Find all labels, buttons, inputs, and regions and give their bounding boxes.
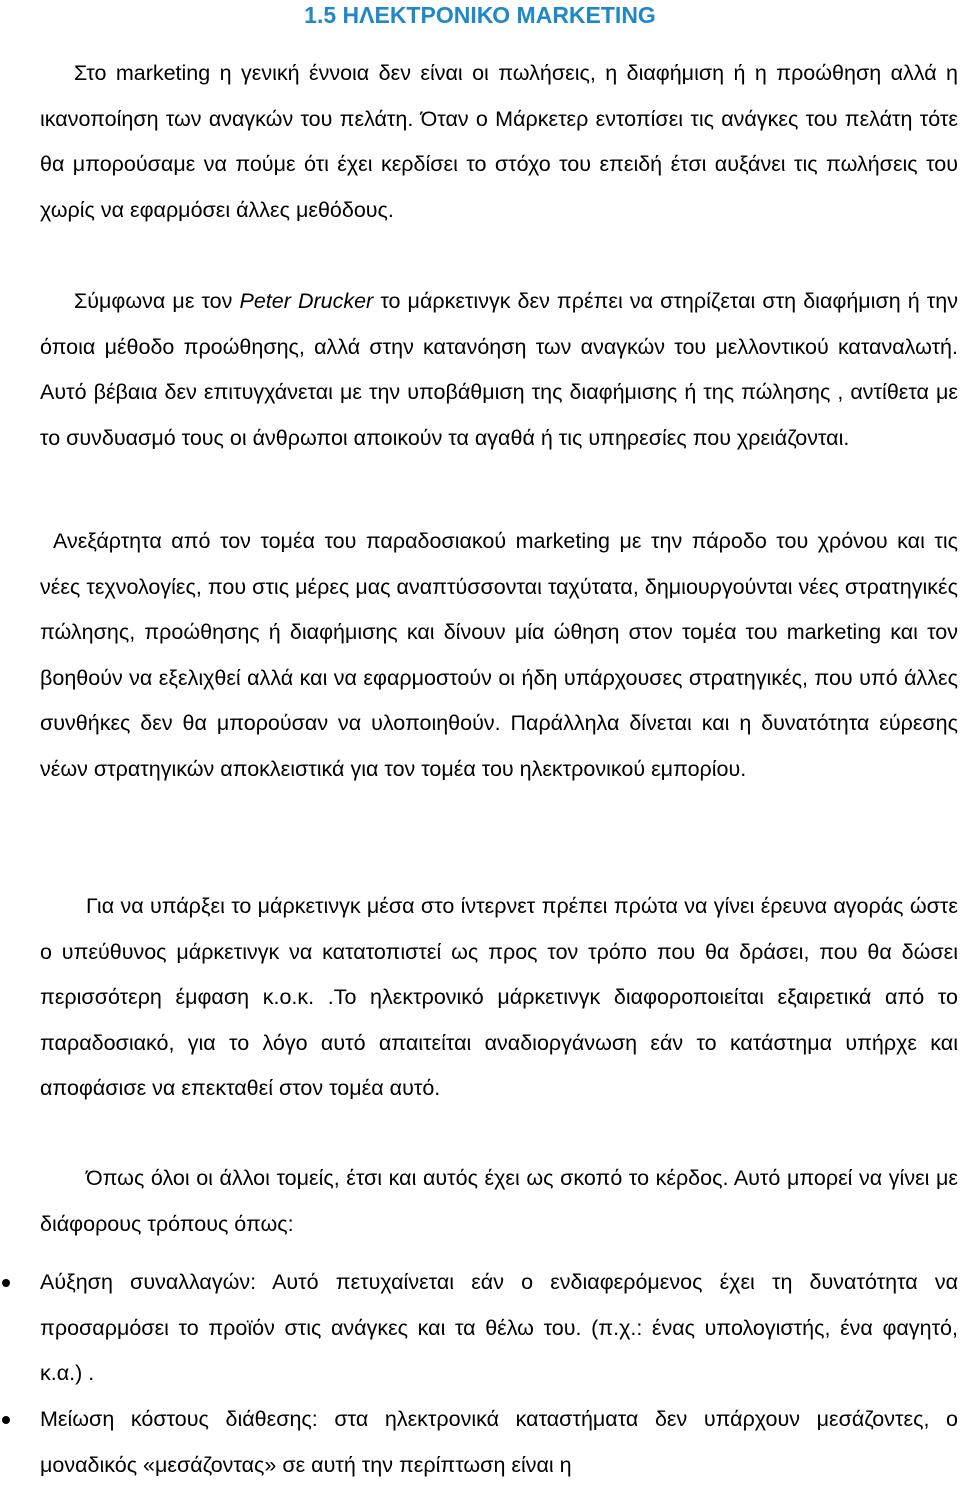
paragraph-drucker <box>40 279 958 461</box>
paragraph-profit: Όπως όλοι οι άλλοι τομείς, έτσι και αυτός έχει ως σκοπό το κέρδος. Αυτό μπορεί να γίνει με διάφορους τρόπους όπως: <box>40 1166 958 1236</box>
paragraph-internet-marketing: Για να υπάρξει το μάρκετινγκ μέσα στο ίντερνετ πρέπει πρώτα να γίνει έρευνα αγοράς ώστε ο υπεύθυνος μάρκετινγκ να κατατοπιστεί ως προς τον τρόπο που θα δράσει, που θα δώσει περισσότερη έμφαση κ.ο.κ. .Το ηλεκτρονικό μάρκετινγκ διαφοροποιείται εξαιρετικά από το παραδοσιακό, για το λόγο αυτό απαιτείται αναδιοργάνωση εάν το κατάστημα υπήρχε και αποφάσισε να επεκταθεί στον τομέα αυτό. <box>40 894 958 1101</box>
paragraph-intro: Στο marketing η γενική έννοια δεν είναι οι πωλήσεις, η διαφήμιση ή η προώθηση αλλά η ικανοποίηση των αναγκών του πελάτη. Όταν ο Μάρκετερ εντοπίσει τις ανάγκες του πελάτη τότε θα μπορούσαμε να πούμε ότι έχει κερδίσει το στόχο του επειδή έτσι αυξάνει τις πωλήσεις του χωρίς να εφαρμόσει άλλες μεθόδους. <box>40 61 958 222</box>
paragraph-new-technologies: Ανεξάρτητα από τον τομέα του παραδοσιακού marketing με την πάροδο του χρόνου και τις νέες τεχνολογίες, που στις μέρες μας αναπτύσσονται ταχύτατα, δημιουργούνται νέες στρατηγικές πώλησης, προώθησης ή διαφήμισης και δίνουν μία ώθηση στον τομέα του marketing και τον βοηθούν να εξελιχθεί αλλά και να εφαρμοστούν οι ήδη υπάρχουσες στρατηγικές, που υπό άλλες συνθήκες δεν θα μπορούσαν να υλοποιηθούν. Παράλληλα δίνεται και η δυνατότητα εύρεσης νέων στρατηγικών αποκλειστικά για τον τομέα του ηλεκτρονικού εμπορίου. <box>40 529 958 781</box>
bullet-icon <box>2 1416 10 1424</box>
paragraph-drucker-start: Σύμφωνα με τον <box>74 289 240 313</box>
section-heading: 1.5 ΗΛΕΚΤΡΟΝΙΚΟ MARKETING <box>304 2 656 28</box>
paragraph-drucker-rest: το μάρκετινγκ δεν πρέπει να στηρίζεται στη διαφήμιση ή την όποια μέθοδο προώθησης, αλλά στην κατανόηση των αναγκών του μελλοντικού καταναλωτή. Αυτό βέβαια δεν επιτυγχάνεται με την υποβάθμιση της διαφήμισης ή της πώλησης , αντίθετα με το συνδυασμό τους οι άνθρωποι αποικούν τα αγαθά ή τις υπηρεσίες που χρειάζονται. <box>40 289 959 450</box>
list-item: Μείωση κόστους διάθεσης: στα ηλεκτρονικά καταστήματα δεν υπάρχουν μεσάζοντες, ο μοναδικός «μεσάζοντας» σε αυτή την περίπτωση είναι η <box>40 1407 958 1477</box>
bullet-icon <box>2 1279 10 1287</box>
author-name: Peter Drucker <box>239 289 374 313</box>
list-item: Αύξηση συναλλαγών: Αυτό πετυχαίνεται εάν ο ενδιαφερόμενος έχει τη δυνατότητα να προσαρμόσει το προϊόν στις ανάγκες και τα θέλω του. (π.χ.: ένας υπολογιστής, ένα φαγητό, κ.α.) . <box>40 1270 958 1386</box>
